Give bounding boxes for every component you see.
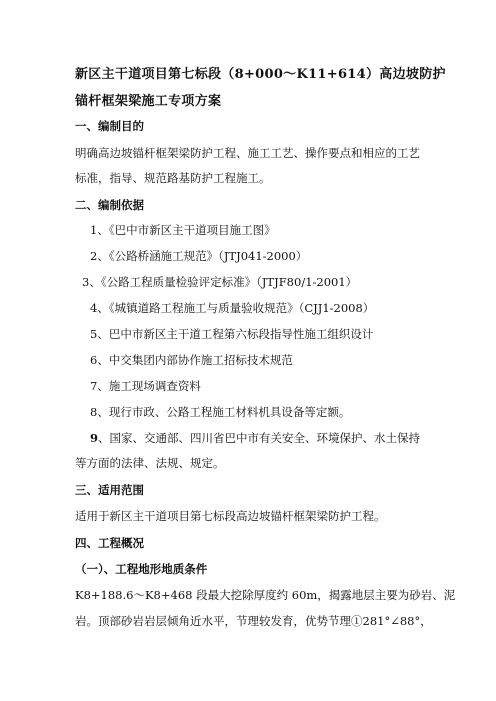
basis-item-9	[90, 430, 496, 446]
basis-item: 6、中交集团内部协作施工招标技术规范	[90, 353, 293, 367]
section-heading-overview: 四、工程概况	[75, 536, 144, 550]
basis-item: 1、《巴中市新区主干道项目施工图》	[90, 223, 276, 237]
basis-item: 4、《城镇道路工程施工与质量验收规范》（CJJ1-2008）	[90, 301, 375, 315]
purpose-paragraph-line1: 明确高边坡锚杆框架梁防护工程、施工工艺、操作要点和相应的工艺	[75, 146, 420, 160]
document-title-line1: 新区主干道项目第七标段（8+000～K11+614）高边坡防护	[75, 67, 446, 82]
section-heading-basis: 二、编制依据	[75, 198, 144, 212]
terrain-paragraph-line1: K8+188.6～K8+468 段最大挖除厚度约 60m，揭露地层主要为砂岩、泥	[75, 588, 456, 602]
purpose-paragraph-line2: 标准，指导、规范路基防护工程施工。	[75, 171, 271, 185]
terrain-paragraph-line2: 岩。顶部砂岩岩层倾角近水平，节理较发育，优势节理①281°∠88°，	[75, 614, 432, 628]
document-title-line2: 锚杆框架梁施工专项方案	[75, 94, 222, 109]
section-heading-scope: 三、适用范围	[75, 483, 144, 497]
basis-item: 3、《公路工程质量检验评定标准》（JTJF80/1-2001）	[82, 275, 358, 289]
basis-item-9-number: 9	[90, 431, 99, 445]
basis-item: 2、《公路桥涵施工规范》（JTJ041-2000）	[90, 249, 308, 263]
basis-item: 5、巴中市新区主干道工程第六标段指导性施工组织设计	[90, 327, 374, 341]
basis-item: 8、现行市政、公路工程施工材料机具设备等定额。	[90, 405, 351, 419]
section-heading-purpose: 一、编制目的	[75, 119, 144, 133]
basis-item: 7、施工现场调查资料	[90, 379, 201, 393]
subsection-heading-terrain: （一）、工程地形地质条件	[75, 562, 208, 576]
basis-item-9-continuation: 等方面的法律、法规、规定。	[75, 456, 225, 470]
basis-item-9-text: 、国家、交通部、四川省巴中市有关安全、环境保护、水土保持	[98, 431, 421, 445]
scope-paragraph: 适用于新区主干道项目第七标段高边坡锚杆框架梁防护工程。	[75, 509, 386, 523]
